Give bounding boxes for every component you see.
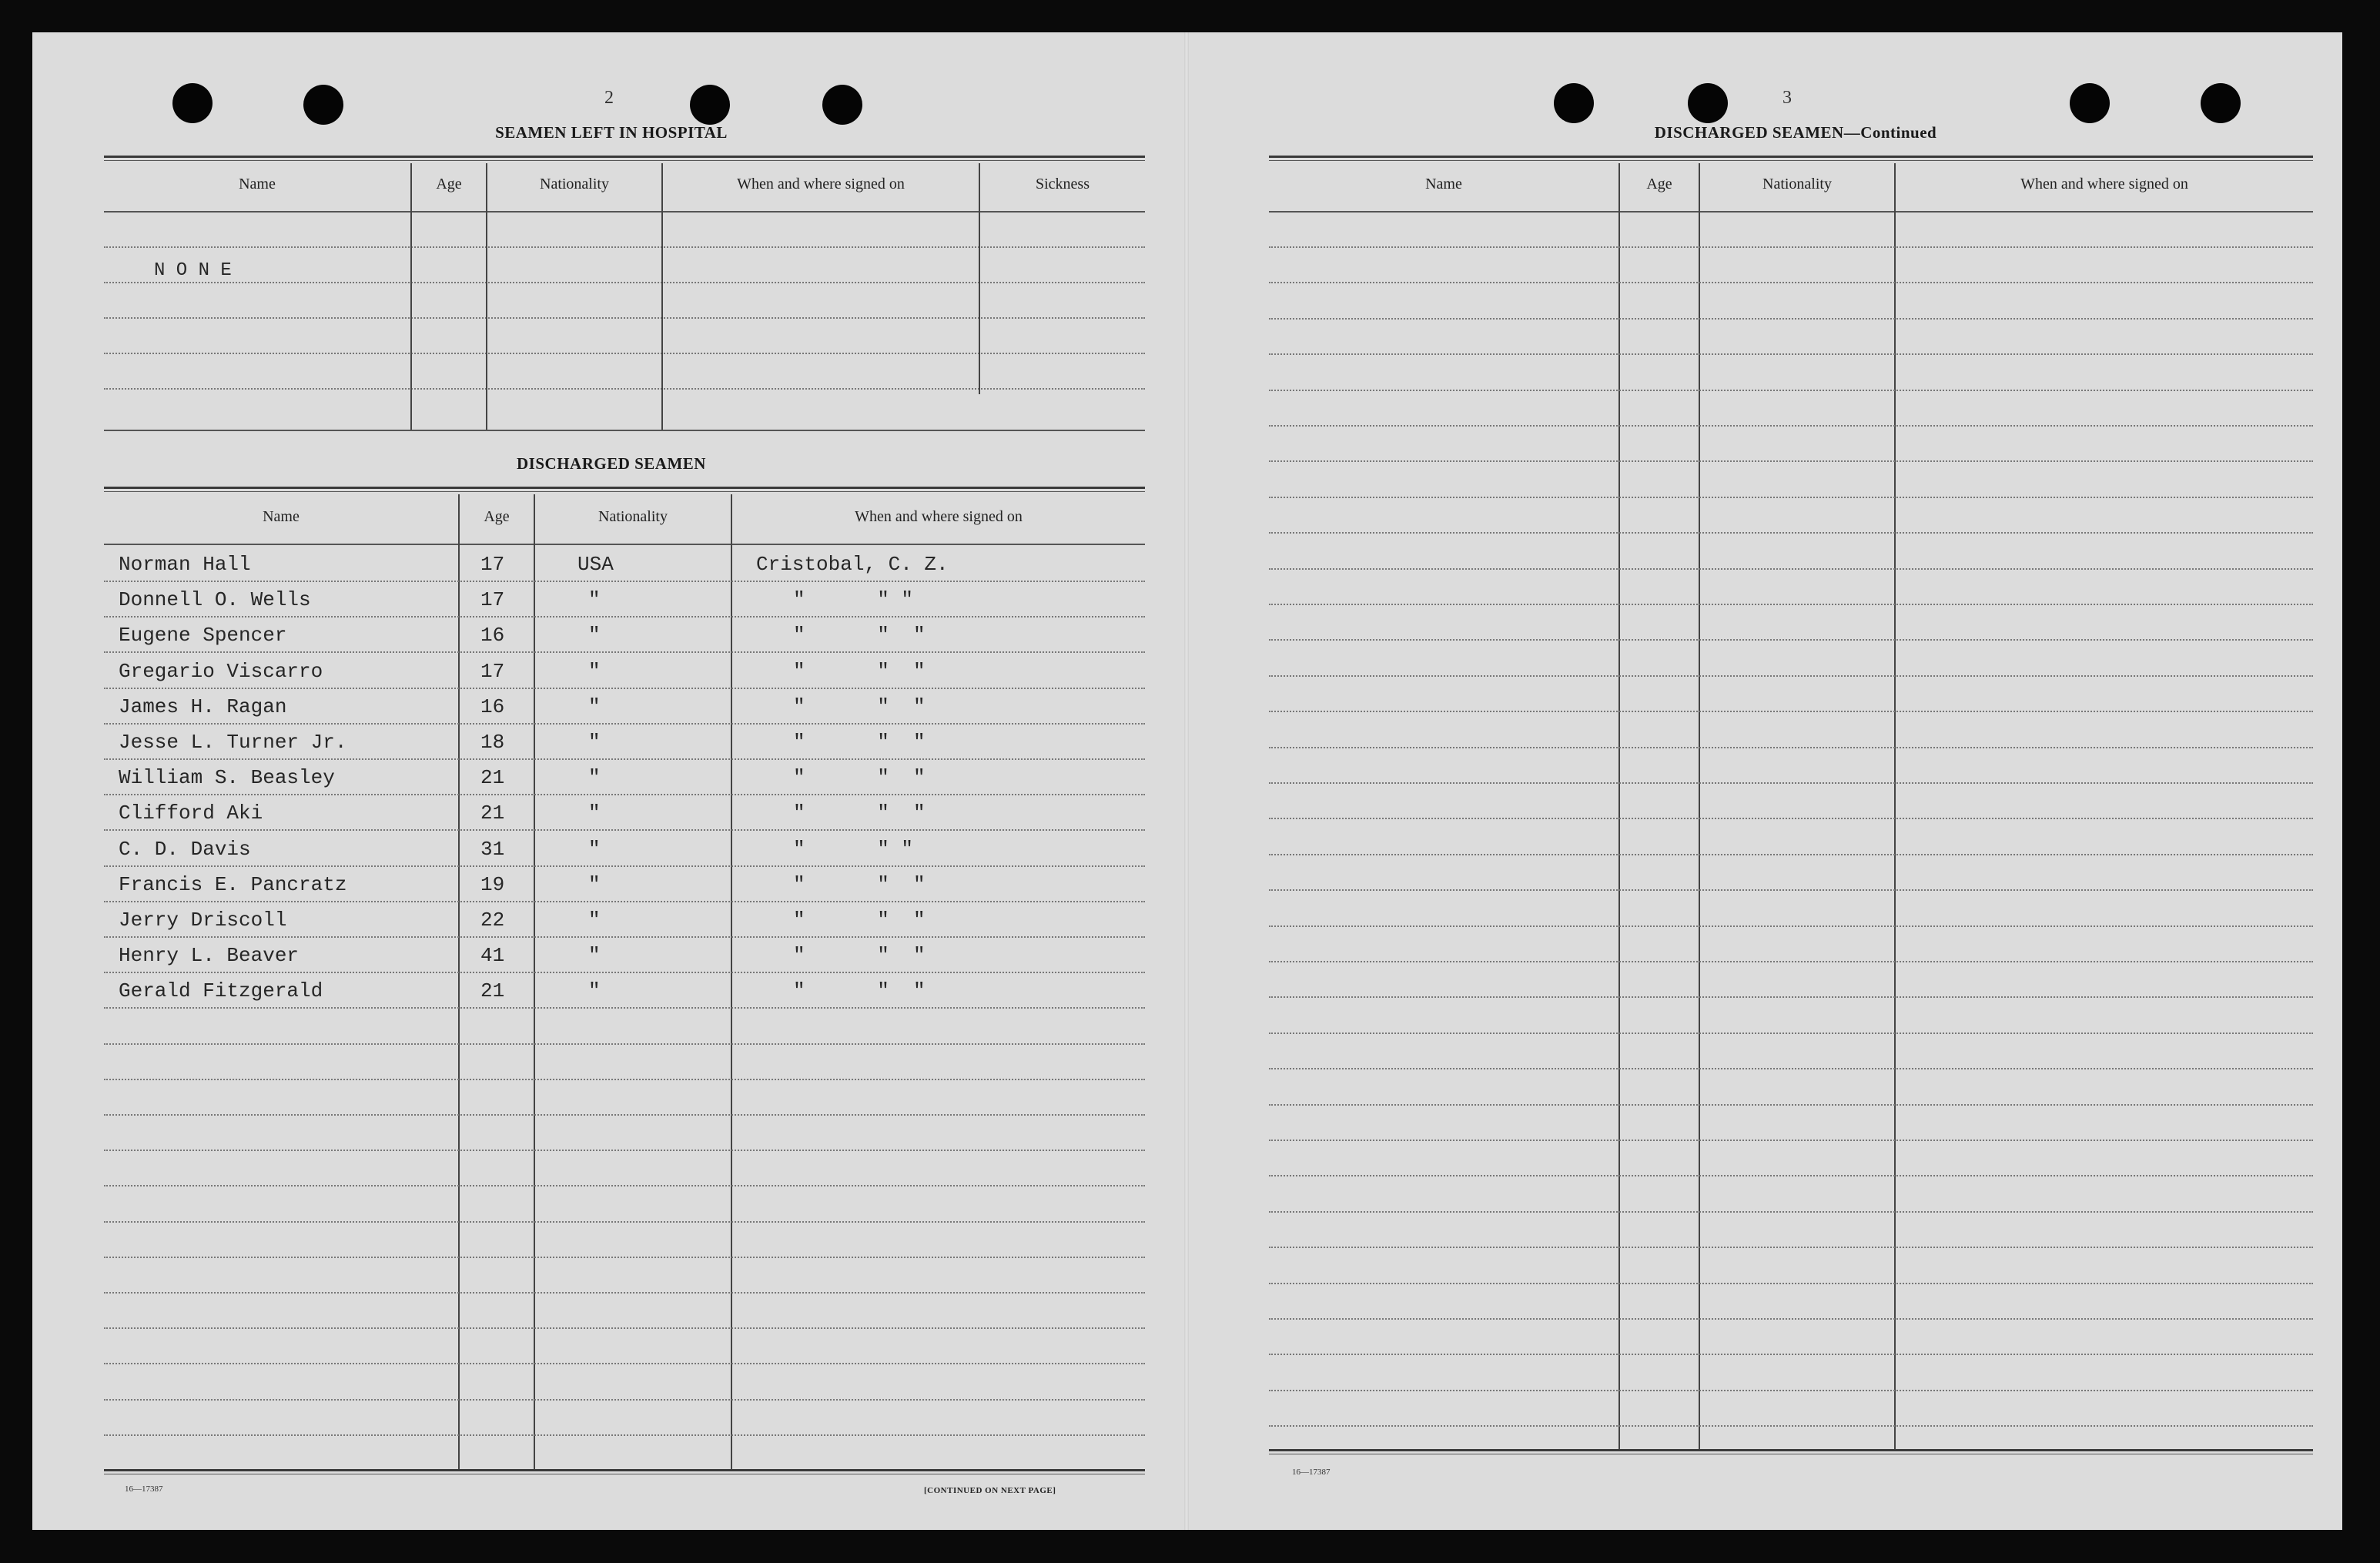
discharged-col-divider xyxy=(458,494,460,1469)
ruling-line xyxy=(1269,1211,2313,1213)
ruling-line xyxy=(1269,1390,2313,1391)
ruling-line xyxy=(104,651,1145,653)
seaman-age: 18 xyxy=(480,731,505,754)
ruling-line xyxy=(104,758,1145,760)
right-col-divider xyxy=(1618,163,1620,1449)
ruling-line xyxy=(1269,996,2313,998)
ruling-line xyxy=(104,1399,1145,1401)
hospital-col-divider xyxy=(486,163,487,430)
right-header-age: Age xyxy=(1646,176,1672,192)
ruling-line xyxy=(1269,497,2313,498)
right-header-nationality: Nationality xyxy=(1762,176,1832,192)
discharged-header-signed-on: When and where signed on xyxy=(855,508,1023,525)
seaman-name: Eugene Spencer xyxy=(119,624,287,648)
ruling-line xyxy=(104,688,1145,689)
ruling-line xyxy=(104,1257,1145,1258)
ruling-line xyxy=(1269,1318,2313,1320)
seaman-age: 21 xyxy=(480,802,505,825)
seaman-name: James H. Ragan xyxy=(119,694,287,718)
punch-hole xyxy=(2201,83,2241,123)
hospital-bottom-rule xyxy=(104,430,1145,431)
ruling-line xyxy=(1269,961,2313,962)
ruling-line xyxy=(1269,1425,2313,1427)
ruling-line xyxy=(104,1007,1145,1009)
hospital-header-name: Name xyxy=(239,176,276,192)
seaman-name: Henry L. Beaver xyxy=(119,944,300,968)
right-header-signed-on: When and where signed on xyxy=(2020,176,2188,192)
discharged-header-nationality: Nationality xyxy=(598,508,668,525)
page-number-left: 2 xyxy=(604,88,614,108)
punch-hole xyxy=(690,85,730,125)
seaman-name: Francis E. Pancratz xyxy=(119,872,347,896)
seaman-nationality: " xyxy=(588,624,601,648)
right-header-rule xyxy=(1269,211,2313,213)
ruling-line xyxy=(104,1185,1145,1186)
ruling-line xyxy=(1269,889,2313,891)
discharged-top-rule xyxy=(104,487,1145,489)
ruling-line xyxy=(1269,925,2313,927)
seaman-name: Jerry Driscoll xyxy=(119,909,287,932)
seaman-signed-on: " " " xyxy=(793,837,914,861)
ruling-line xyxy=(104,1327,1145,1329)
ruling-line xyxy=(104,1079,1145,1080)
seaman-nationality: " xyxy=(588,588,601,612)
ruling-line xyxy=(1269,1104,2313,1106)
punch-hole xyxy=(172,83,213,123)
discharged-header-rule xyxy=(104,544,1145,545)
ruling-line xyxy=(1269,1354,2313,1355)
seaman-nationality: " xyxy=(588,837,601,861)
form-number-right: 16—17387 xyxy=(1292,1468,1331,1477)
ruling-line xyxy=(104,1292,1145,1294)
seaman-nationality: " xyxy=(588,872,601,896)
seaman-age: 17 xyxy=(480,659,505,683)
ruling-line xyxy=(1269,1247,2313,1248)
ruling-line xyxy=(1269,1283,2313,1284)
discharged-col-divider xyxy=(731,494,732,1469)
seaman-signed-on: " " " xyxy=(793,588,914,612)
seaman-age: 31 xyxy=(480,837,505,861)
hospital-col-divider xyxy=(979,163,980,394)
seaman-name: Clifford Aki xyxy=(119,802,263,825)
ruling-line xyxy=(1269,532,2313,534)
right-header-name: Name xyxy=(1425,176,1462,192)
seaman-nationality: " xyxy=(588,659,601,683)
ruling-line xyxy=(1269,1175,2313,1176)
ruling-line xyxy=(104,1363,1145,1364)
seaman-nationality: " xyxy=(588,979,601,1003)
ruling-line xyxy=(104,936,1145,938)
punch-hole xyxy=(822,85,862,125)
discharged-section-title: DISCHARGED SEAMEN xyxy=(517,454,706,473)
ruling-line xyxy=(1269,747,2313,748)
seaman-age: 19 xyxy=(480,872,505,896)
hospital-col-divider xyxy=(410,163,412,430)
continued-note: [CONTINUED ON NEXT PAGE] xyxy=(924,1486,1056,1495)
seaman-signed-on: " " " xyxy=(793,909,926,932)
seaman-age: 41 xyxy=(480,944,505,968)
ruling-line xyxy=(1269,425,2313,427)
right-col-divider xyxy=(1894,163,1896,1449)
hospital-none-entry: N O N E xyxy=(154,260,232,281)
punch-hole xyxy=(1688,83,1728,123)
discharged-header-age: Age xyxy=(484,508,510,525)
ruling-line xyxy=(1269,818,2313,819)
seaman-name: Gregario Viscarro xyxy=(119,659,323,683)
page-fold xyxy=(1184,32,1189,1530)
seaman-signed-on: " " " xyxy=(793,624,926,648)
seaman-nationality: " xyxy=(588,944,601,968)
ruling-line xyxy=(1269,854,2313,855)
ruling-line xyxy=(104,1221,1145,1223)
right-top-rule xyxy=(1269,156,2313,158)
seaman-signed-on: " " " xyxy=(793,802,926,825)
seaman-signed-on: " " " xyxy=(793,944,926,968)
seaman-signed-on: " " " xyxy=(793,979,926,1003)
ruling-line xyxy=(1269,675,2313,677)
hospital-header-signed-on: When and where signed on xyxy=(737,176,905,192)
seaman-age: 22 xyxy=(480,909,505,932)
hospital-col-divider xyxy=(661,163,663,430)
ruling-line xyxy=(104,1043,1145,1045)
seaman-age: 16 xyxy=(480,694,505,718)
ruling-line xyxy=(104,901,1145,902)
seaman-name: Norman Hall xyxy=(119,553,251,576)
ruling-line xyxy=(1269,711,2313,712)
hospital-top-rule xyxy=(104,156,1145,158)
form-number-left: 16—17387 xyxy=(125,1484,163,1494)
ruling-line xyxy=(1269,639,2313,641)
seaman-nationality: " xyxy=(588,694,601,718)
hospital-header-rule xyxy=(104,211,1145,213)
discharged-col-divider xyxy=(534,494,535,1469)
ruling-line xyxy=(104,794,1145,795)
ruling-line xyxy=(104,865,1145,867)
page-number-right: 3 xyxy=(1782,88,1792,108)
ruling-line xyxy=(104,581,1145,582)
seaman-name: Gerald Fitzgerald xyxy=(119,979,323,1003)
seaman-name: Donnell O. Wells xyxy=(119,588,311,612)
ruling-line xyxy=(104,616,1145,618)
ruling-line xyxy=(104,246,1145,248)
seaman-nationality: " xyxy=(588,802,601,825)
right-col-divider xyxy=(1699,163,1700,1449)
ruling-line xyxy=(1269,460,2313,462)
discharged-continued-title: DISCHARGED SEAMEN—Continued xyxy=(1654,123,1937,142)
ruling-line xyxy=(104,1434,1145,1436)
ruling-line xyxy=(1269,246,2313,248)
seaman-age: 17 xyxy=(480,553,505,576)
seaman-nationality: " xyxy=(588,731,601,754)
ruling-line xyxy=(1269,390,2313,391)
seaman-signed-on: " " " xyxy=(793,731,926,754)
seaman-signed-on: " " " xyxy=(793,694,926,718)
ruling-line xyxy=(1269,282,2313,283)
ruling-line xyxy=(104,1150,1145,1151)
right-bottom-rule xyxy=(1269,1449,2313,1451)
hospital-header-nationality: Nationality xyxy=(540,176,609,192)
seaman-name: William S. Beasley xyxy=(119,766,335,790)
ruling-line xyxy=(1269,1140,2313,1141)
ruling-line xyxy=(104,317,1145,319)
ruling-line xyxy=(1269,1068,2313,1069)
ruling-line xyxy=(1269,604,2313,605)
seaman-nationality: " xyxy=(588,909,601,932)
seaman-signed-on: " " " xyxy=(793,659,926,683)
seaman-age: 16 xyxy=(480,624,505,648)
ruling-line xyxy=(1269,353,2313,355)
discharged-bottom-rule xyxy=(104,1469,1145,1471)
hospital-header-sickness: Sickness xyxy=(1036,176,1090,192)
ruling-line xyxy=(1269,782,2313,784)
seaman-name: C. D. Davis xyxy=(119,837,251,861)
seaman-signed-on: " " " xyxy=(793,766,926,790)
seaman-age: 17 xyxy=(480,588,505,612)
ruling-line xyxy=(104,723,1145,725)
ruling-line xyxy=(104,388,1145,390)
document-sheet xyxy=(32,32,2342,1530)
ruling-line xyxy=(1269,1033,2313,1034)
ruling-line xyxy=(1269,318,2313,320)
seaman-age: 21 xyxy=(480,766,505,790)
ruling-line xyxy=(104,829,1145,831)
ruling-line xyxy=(104,353,1145,354)
discharged-header-name: Name xyxy=(263,508,300,525)
ruling-line xyxy=(104,282,1145,283)
punch-hole xyxy=(1554,83,1594,123)
ruling-line xyxy=(104,972,1145,973)
ruling-line xyxy=(1269,568,2313,570)
seaman-signed-on: Cristobal, C. Z. xyxy=(756,553,949,576)
seaman-signed-on: " " " xyxy=(793,872,926,896)
hospital-header-age: Age xyxy=(436,176,462,192)
ruling-line xyxy=(104,1114,1145,1116)
seaman-age: 21 xyxy=(480,979,505,1003)
punch-hole xyxy=(303,85,343,125)
hospital-section-title: SEAMEN LEFT IN HOSPITAL xyxy=(495,123,728,142)
seaman-nationality: " xyxy=(588,766,601,790)
punch-hole xyxy=(2070,83,2110,123)
seaman-nationality: USA xyxy=(577,553,614,576)
seaman-name: Jesse L. Turner Jr. xyxy=(119,731,347,754)
